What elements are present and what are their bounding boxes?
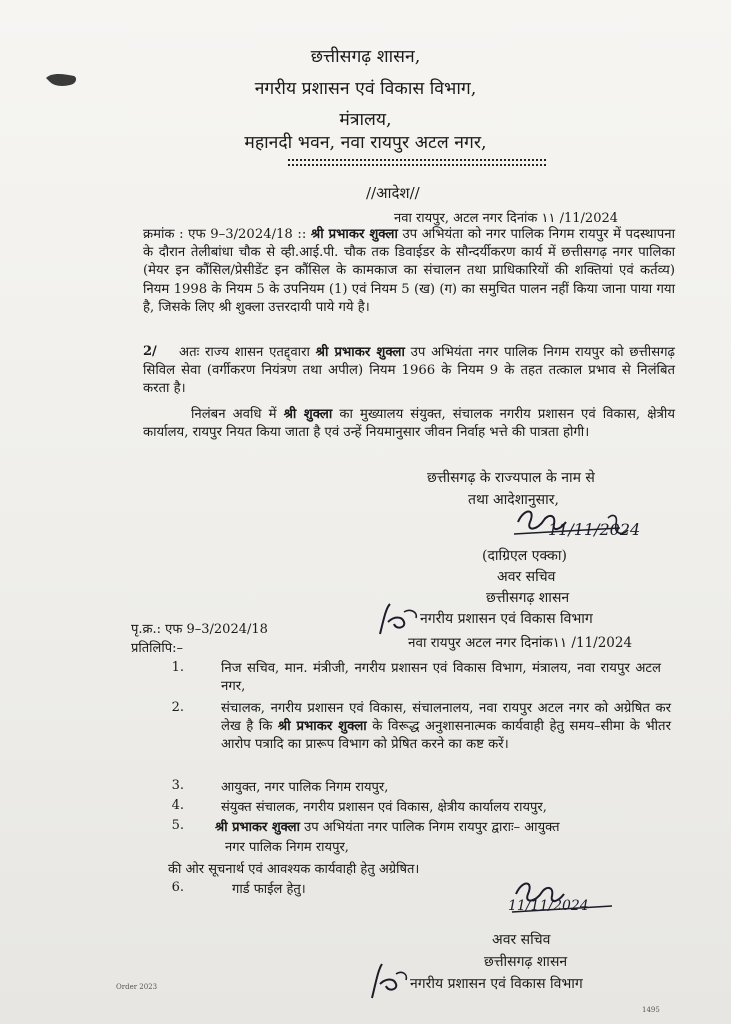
signatory-2-government: छत्तीसगढ़ शासन <box>484 954 568 970</box>
signature-1-date: 11/11/2024 <box>548 520 641 539</box>
copy-item-3: आयुक्त, नगर पालिक निगम रायपुर, <box>221 780 389 795</box>
order-date: नवा रायपुर, अटल नगर दिनांक ١١ /11/2024 <box>394 211 619 226</box>
copy-item-1-number: 1. <box>171 660 184 675</box>
order-paragraph-3-text-b: का मुख्यालय संयुक्त, संचालक नगरीय प्रशासन एवं विकास, क्षेत्रीय कार्यालय, रायपुर नियत किया जाता है एवं उन्हें नियमानुसार जीवन निर्वाह भत्ते की पात्रता होगी। <box>143 407 675 441</box>
signatory-date-line: नवा रायपुर अटल नगर दिनांक١١ /11/2024 <box>408 635 633 651</box>
signatory-government: छत्तीसगढ़ शासन <box>486 590 570 606</box>
order-paragraph-2-text-a: अतः राज्य शासन एतद्द्वारा <box>179 345 310 360</box>
copy-item-6: गार्ड फाईल हेतु। <box>232 882 306 897</box>
header-department: नगरीय प्रशासन एवं विकास विभाग, <box>254 79 477 99</box>
signatory-department: नगरीय प्रशासन एवं विकास विभाग <box>420 611 593 627</box>
copy-item-5-officer-name: श्री प्रभाकर शुक्ला <box>215 820 300 835</box>
order-paragraph-2-number: 2/ <box>143 344 157 359</box>
copy-item-5-number: 5. <box>171 818 184 833</box>
copy-to-label: प्रतिलिपि:– <box>131 641 183 656</box>
header-address: महानदी भवन, नवा रायपुर अटल नगर, <box>244 133 487 153</box>
authority-line-1: छत्तीसगढ़ के राज्यपाल के नाम से <box>427 470 595 486</box>
officer-name-3: श्री शुक्ला <box>283 407 333 422</box>
order-paragraph-2 <box>143 344 675 399</box>
header-underline <box>288 159 546 161</box>
order-paragraph-1-text: उप अभियंता को नगर पालिक निगम रायपुर में पदस्थापना के दौरान तेलीबांधा चौक से व्ही.आई.पी. चौक तक डिवाईडर के सौन्दर्यीकरण कार्य में छत्तीसगढ़ नगर पालिका (मेयर इन कौंसिल/प्रेसीडेंट इन कौंसिल के कामकाज का संचालन तथा प्राधिकारियों की शक्तियां एवं कर्तव्य) नियम 1998 के नियम 5 के उपनियम (1) एवं नियम 5 (ख) (ग) का समुचित पालन नहीं किया जाना पाया गया है, जिसके लिए श्री शुक्ला उत्तरदायी पाये गये है। <box>143 227 675 315</box>
copy-item-4-number: 4. <box>171 798 184 813</box>
officer-name-2: श्री प्रभाकर शुक्ला <box>315 345 405 360</box>
signatory-2-department: नगरीय प्रशासन एवं विकास विभाग <box>410 976 583 992</box>
copy-item-1: निज सचिव, मान. मंत्रीजी, नगरीय प्रशासन एवं विकास विभाग, मंत्रालय, नवा रायपुर अटल नगर, <box>221 661 661 695</box>
copy-item-5-text-a: उप अभियंता नगर पालिक निगम रायपुर द्वाराः– आयुक्त <box>304 820 560 835</box>
copy-item-5-line-3: की ओर सूचनार्थ एवं आवश्यक कार्यवाही हेतु अग्रेषित। <box>168 862 420 877</box>
order-paragraph-1 <box>143 226 675 317</box>
signature-2-date: 11/11/2024 <box>508 898 589 914</box>
copy-item-6-number: 6. <box>171 880 184 895</box>
copy-item-5-line-1 <box>215 818 560 837</box>
copy-item-2 <box>221 700 671 755</box>
copy-item-5-line-2: नगर पालिक निगम रायपुर, <box>225 840 349 855</box>
footer-note-right: 1495 <box>642 1006 660 1014</box>
signatory-2-designation: अवर सचिव <box>492 932 551 948</box>
footer-note-left: Order 2023 <box>116 983 158 991</box>
order-reference: क्रमांक : एफ 9–3/2024/18 :: <box>143 227 307 242</box>
authority-line-2: तथा आदेशानुसार, <box>468 492 559 508</box>
order-paragraph-3-text-a: निलंबन अवधि में <box>191 407 277 422</box>
copy-item-4: संयुक्त संचालक, नगरीय प्रशासन एवं विकास, क्षेत्रीय कार्यालय रायपुर, <box>221 800 547 815</box>
header-ministry: मंत्रालय, <box>339 110 392 130</box>
order-title: //आदेश// <box>366 184 420 202</box>
initials-mark-2 <box>366 958 412 1004</box>
copy-item-3-number: 3. <box>171 778 184 793</box>
officer-name: श्री प्रभाकर शुक्ला <box>310 227 398 242</box>
copy-item-2-number: 2. <box>171 700 184 715</box>
signatory-designation: अवर सचिव <box>497 569 556 585</box>
header-underline-2 <box>288 164 546 166</box>
signatory-name: (दाग्रिएल एक्का) <box>482 548 567 564</box>
header-government: छत्तीसगढ़ शासन, <box>310 47 421 67</box>
endorsement-reference: पृ.क्र.: एफ 9–3/2024/18 <box>131 622 268 637</box>
copy-item-2-text-a: संचालक, नगरीय प्रशासन एवं विकास, संचालनालय, नवा रायपुर अटल नगर को अग्रेषित कर लेख है कि <box>221 701 671 735</box>
order-paragraph-3 <box>143 406 675 442</box>
copy-item-2-officer-name: श्री प्रभाकर शुक्ला <box>277 719 367 735</box>
copy-item-2-text-b: के विरूद्ध अनुशासनात्मक कार्यवाही हेतु समय–सीमा के भीतर आरोप पत्रादि का प्रारूप विभाग को प्रेषित करने का कष्ट करें। <box>221 719 671 753</box>
order-paragraph-2-text-b: उप अभियंता नगर पालिक निगम रायपुर को छत्तीसगढ़ सिविल सेवा (वर्गीकरण नियंत्रण तथा अपील) नियम 1966 के नियम 9 के तहत तत्काल प्रभाव से निलंबित करता है। <box>143 345 675 397</box>
